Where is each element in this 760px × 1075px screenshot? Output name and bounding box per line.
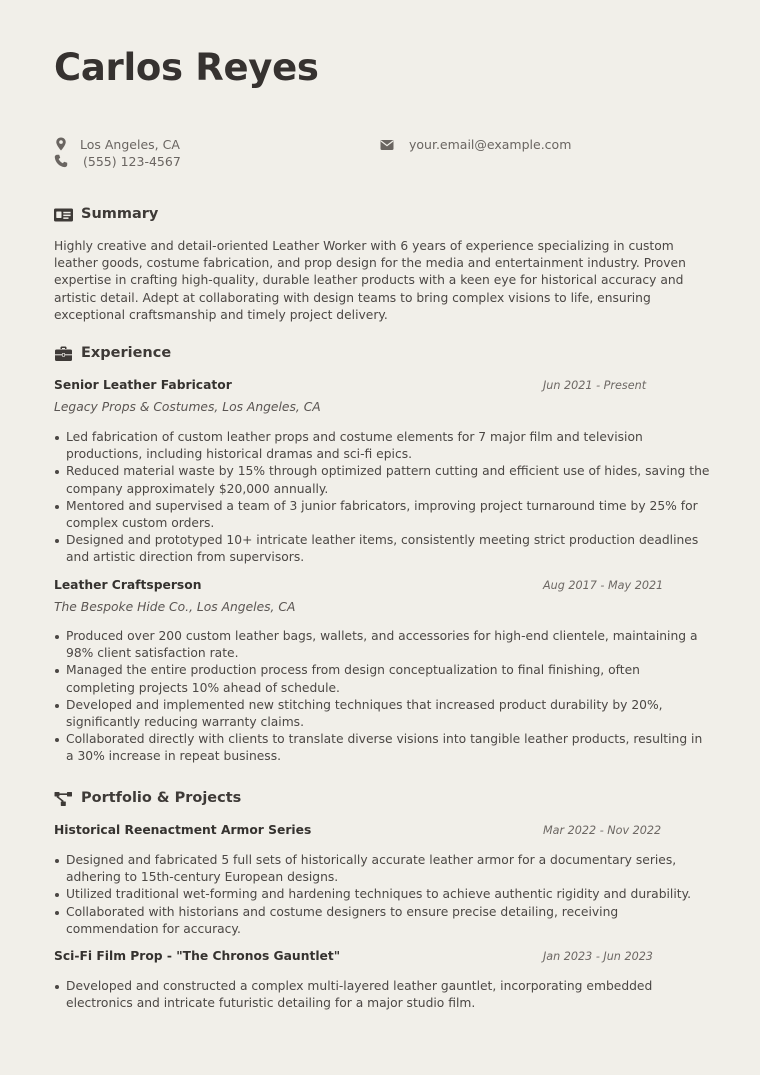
bullet-item: Developed and constructed a complex multi-layered leather gauntlet, incorporating embedded electronics and intricate futuristic detailing for a major studio film.: [54, 978, 712, 1012]
briefcase-icon: [54, 346, 73, 362]
project-date: Jan 2023 - Jun 2023: [543, 950, 653, 963]
experience-title: Experience: [81, 345, 172, 361]
summary-title: Summary: [81, 206, 159, 222]
email-link[interactable]: your.email@example.com: [409, 137, 572, 152]
job-bullets: [54, 429, 712, 567]
project-title: Sci-Fi Film Prop - "The Chronos Gauntlet": [54, 949, 341, 963]
project-bullets: [54, 978, 712, 1012]
bullet-item: Managed the entire production process from design conceptualization to final finishing, often completing projects 10% ahead of schedule.: [54, 662, 712, 696]
job-title: Senior Leather Fabricator: [54, 378, 232, 392]
bullet-item: Collaborated with historians and costume designers to ensure precise detailing, receiving commendation for accuracy.: [54, 904, 712, 938]
candidate-name: Carlos Reyes: [54, 46, 319, 89]
project-bullets: [54, 852, 712, 938]
project-title: Historical Reenactment Armor Series: [54, 823, 312, 837]
job-company: Legacy Props & Costumes, Los Angeles, CA: [54, 400, 321, 414]
project-date: Mar 2022 - Nov 2022: [543, 824, 662, 837]
diagram-icon: [54, 791, 73, 807]
job-bullets: [54, 628, 712, 766]
map-pin-icon: [54, 137, 68, 151]
phone-text: (555) 123-4567: [83, 154, 181, 169]
bullet-item: Developed and implemented new stitching techniques that increased product durability by 20%, significantly reducing warranty claims.: [54, 697, 712, 731]
bullet-item: Collaborated directly with clients to translate diverse visions into tangible leather products, resulting in a 30% increase in repeat business.: [54, 731, 712, 765]
bullet-item: Reduced material waste by 15% through optimized pattern cutting and efficient use of hides, saving the company approximately $20,000 annually.: [54, 463, 712, 497]
phone-icon: [54, 154, 68, 168]
portfolio-title: Portfolio & Projects: [81, 790, 242, 806]
bullet-item: Led fabrication of custom leather props and costume elements for 7 major film and television productions, including historical dramas and sci-fi epics.: [54, 429, 712, 463]
job-company: The Bespoke Hide Co., Los Angeles, CA: [54, 600, 296, 614]
job-title: Leather Craftsperson: [54, 578, 202, 592]
location-text: Los Angeles, CA: [80, 137, 180, 152]
job-date: Aug 2017 - May 2021: [543, 579, 664, 592]
summary-text: Highly creative and detail-oriented Leather Worker with 6 years of experience specializing in custom leather goods, costume fabrication, and prop design for the media and entertainment industry. Proven expertise in crafting high-quality, durable leather products with a keen eye for historical accuracy and artistic detail. Adept at collaborating with design teams to bring complex visions to life, ensuring exceptional craftsmanship and timely project delivery.: [54, 239, 686, 322]
id-card-icon: [54, 207, 73, 223]
bullet-item: Mentored and supervised a team of 3 junior fabricators, improving project turnaround time by 25% for complex custom orders.: [54, 498, 712, 532]
bullet-item: Produced over 200 custom leather bags, wallets, and accessories for high-end clientele, maintaining a 98% client satisfaction rate.: [54, 628, 712, 662]
bullet-item: Designed and fabricated 5 full sets of historically accurate leather armor for a documentary series, adhering to 15th-century European designs.: [54, 852, 712, 886]
job-date: Jun 2021 - Present: [543, 379, 647, 392]
bullet-item: Designed and prototyped 10+ intricate leather items, consistently meeting strict production deadlines and artistic direction from supervisors.: [54, 532, 712, 566]
envelope-icon: [380, 138, 394, 152]
bullet-item: Utilized traditional wet-forming and hardening techniques to achieve authentic rigidity and durability.: [54, 886, 712, 903]
